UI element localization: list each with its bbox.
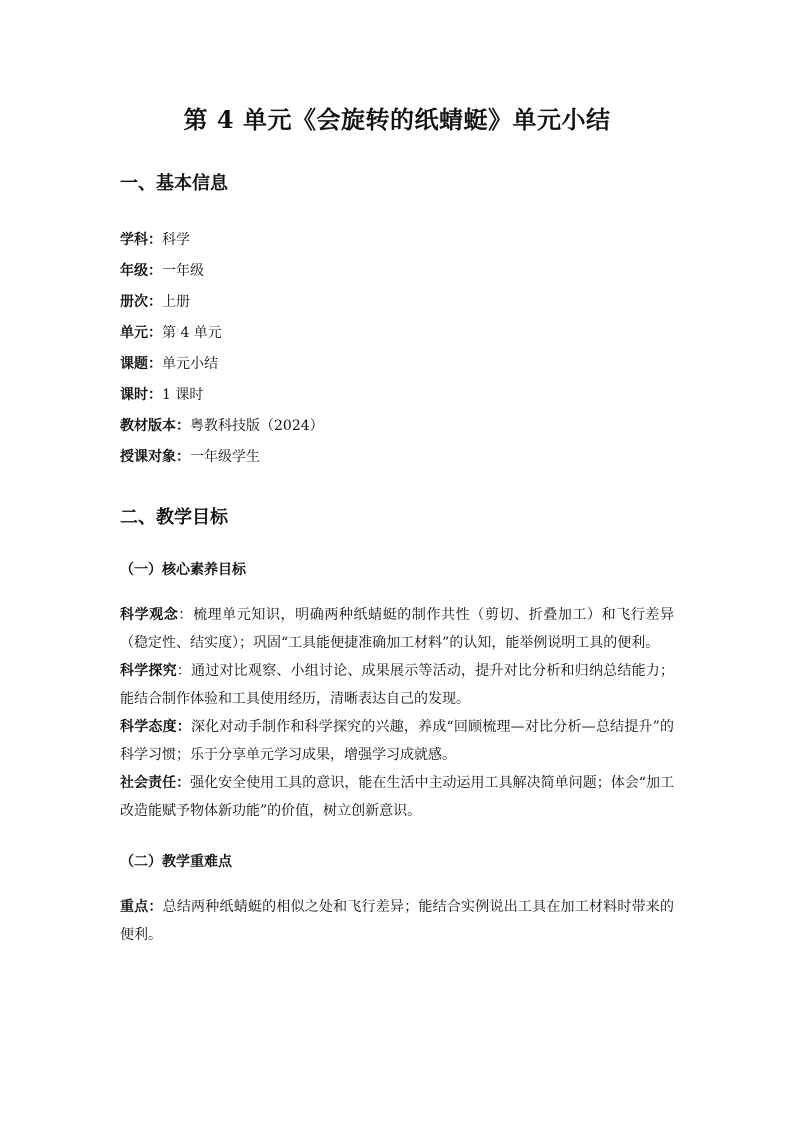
key-points-list bbox=[120, 893, 674, 949]
info-value: 单元小结 bbox=[162, 356, 218, 372]
info-value: 1 课时 bbox=[162, 387, 204, 403]
info-label: 授课对象： bbox=[120, 449, 190, 465]
info-grade bbox=[120, 256, 674, 287]
key-point-paragraph bbox=[120, 893, 674, 949]
core-goals-list bbox=[120, 601, 674, 825]
goal-text: ：梳理单元知识，明确两种纸蜻蜓的制作共性（剪切、折叠加工）和飞行差异（稳定性、结实度）；巩固“工具能便捷准确加工材料”的认知，能举例说明工具的便利。 bbox=[120, 607, 675, 651]
info-textbook-version bbox=[120, 411, 674, 442]
section-heading-teaching-goals: 二、教学目标 bbox=[120, 507, 228, 528]
info-value: 一年级学生 bbox=[190, 449, 260, 465]
info-label: 学科： bbox=[120, 232, 162, 248]
goal-paragraph-concept bbox=[120, 601, 674, 657]
goal-label: 科学态度： bbox=[120, 719, 191, 735]
info-volume bbox=[120, 287, 674, 318]
info-value: 第 4 单元 bbox=[162, 325, 222, 341]
section-heading-basic-info: 一、基本信息 bbox=[120, 173, 228, 194]
info-unit bbox=[120, 318, 674, 349]
key-point-label: 重点： bbox=[120, 899, 163, 915]
goal-paragraph-attitude bbox=[120, 713, 674, 769]
subsection-heading-key-points: （二）教学重难点 bbox=[120, 854, 232, 870]
info-subject bbox=[120, 225, 674, 256]
goal-text: ：通过对比观察、小组讨论、成果展示等活动，提升对比分析和归纳总结能力；能结合制作体验和工具使用经历，清晰表达自己的发现。 bbox=[120, 663, 674, 707]
info-value: 科学 bbox=[162, 232, 190, 248]
info-label: 教材版本： bbox=[120, 418, 190, 434]
info-label: 课题： bbox=[120, 356, 162, 372]
goal-paragraph-responsibility bbox=[120, 769, 674, 825]
info-period bbox=[120, 380, 674, 411]
info-label: 册次： bbox=[120, 294, 162, 310]
goal-label: 科学观念 bbox=[120, 607, 179, 623]
goal-text: 强化安全使用工具的意识，能在生活中主动运用工具解决简单问题；体会“加工改造能赋予物体新功能”的价值，树立创新意识。 bbox=[120, 775, 675, 819]
goal-label: 科学探究 bbox=[120, 663, 177, 679]
subsection-heading-core-goals: （一）核心素养目标 bbox=[120, 562, 246, 578]
document-title: 第 4 单元《会旋转的纸蜻蜓》单元小结 bbox=[183, 105, 611, 134]
goal-label: 社会责任： bbox=[120, 775, 191, 791]
info-label: 单元： bbox=[120, 325, 162, 341]
goal-paragraph-inquiry bbox=[120, 657, 674, 713]
basic-info-list bbox=[120, 225, 674, 473]
goal-text: 深化对动手制作和科学探究的兴趣，养成“回顾梳理—对比分析—总结提升”的科学习惯；乐于分享单元学习成果，增强学习成就感。 bbox=[120, 719, 674, 763]
info-value: 粤教科技版（2024） bbox=[190, 418, 324, 434]
info-label: 课时： bbox=[120, 387, 162, 403]
info-audience bbox=[120, 442, 674, 473]
info-label: 年级： bbox=[120, 263, 162, 279]
key-point-text: 总结两种纸蜻蜓的相似之处和飞行差异；能结合实例说出工具在加工材料时带来的便利。 bbox=[120, 899, 675, 943]
info-topic bbox=[120, 349, 674, 380]
info-value: 上册 bbox=[162, 294, 190, 310]
info-value: 一年级 bbox=[162, 263, 204, 279]
